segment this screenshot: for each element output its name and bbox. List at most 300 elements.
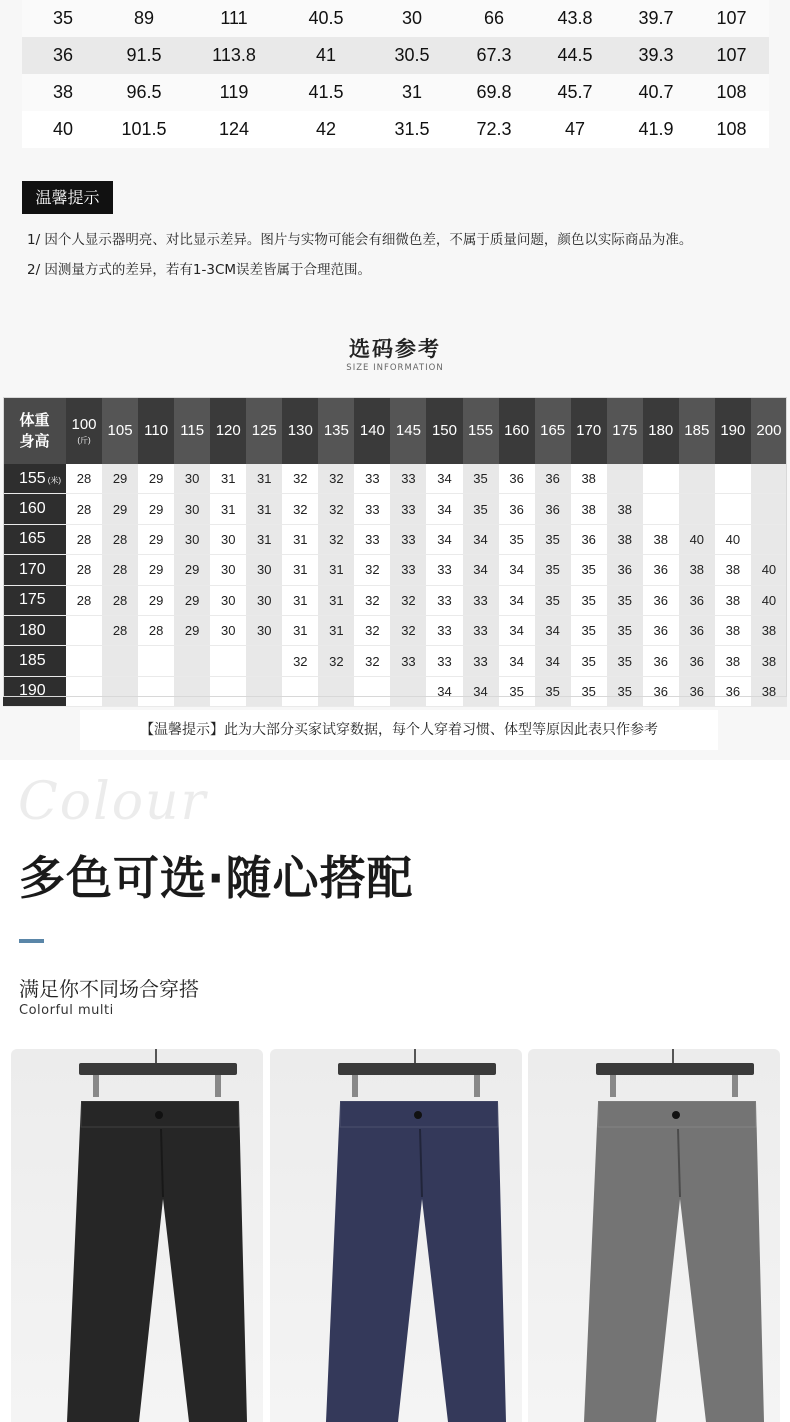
table-cell: 33 bbox=[426, 555, 462, 585]
table-cell: 29 bbox=[138, 464, 174, 494]
table-cell: 30 bbox=[210, 585, 246, 615]
table-row bbox=[3, 646, 787, 676]
table-cell: 28 bbox=[66, 464, 102, 494]
height-unit-label: (米) bbox=[47, 475, 62, 485]
table-cell: 38 bbox=[571, 494, 607, 524]
weight-header bbox=[751, 397, 787, 464]
size-chart bbox=[3, 397, 787, 707]
weight-header bbox=[499, 397, 535, 464]
table-cell: 111 bbox=[184, 0, 284, 37]
chart-corner-header bbox=[3, 397, 66, 464]
table-cell bbox=[138, 646, 174, 676]
pants-button bbox=[155, 1111, 163, 1119]
pants-button bbox=[414, 1111, 422, 1119]
table-cell: 38 bbox=[607, 524, 643, 554]
table-cell: 29 bbox=[174, 585, 210, 615]
table-cell bbox=[390, 676, 426, 706]
table-cell: 36 bbox=[535, 464, 571, 494]
table-cell: 35 bbox=[607, 615, 643, 645]
table-cell: 33 bbox=[426, 646, 462, 676]
pants-body bbox=[67, 1101, 247, 1422]
table-cell: 36 bbox=[679, 585, 715, 615]
hanger-bar bbox=[79, 1063, 237, 1075]
table-cell: 107 bbox=[694, 37, 769, 74]
table-cell bbox=[679, 464, 715, 494]
table-cell: 40 bbox=[751, 585, 787, 615]
table-cell: 35 bbox=[571, 646, 607, 676]
table-cell: 32 bbox=[354, 646, 390, 676]
table-cell: 34 bbox=[499, 585, 535, 615]
pants-photo-grey bbox=[528, 1049, 780, 1422]
table-cell: 30 bbox=[174, 494, 210, 524]
table-cell: 31 bbox=[318, 615, 354, 645]
table-cell: 35 bbox=[535, 676, 571, 706]
table-cell: 36 bbox=[22, 37, 104, 74]
table-cell: 66 bbox=[456, 0, 532, 37]
weight-header-label: 115 bbox=[180, 422, 205, 439]
table-cell: 34 bbox=[463, 524, 499, 554]
table-cell: 34 bbox=[426, 464, 462, 494]
table-row bbox=[3, 464, 787, 494]
tip-line-2: 2/ 因测量方式的差异，若有1-3CM误差皆属于合理范围。 bbox=[27, 262, 372, 278]
table-cell: 36 bbox=[679, 615, 715, 645]
weight-header-label: 135 bbox=[323, 422, 349, 439]
table-cell: 40 bbox=[22, 111, 104, 148]
table-cell: 113.8 bbox=[184, 37, 284, 74]
table-cell: 42 bbox=[284, 111, 368, 148]
weight-header bbox=[571, 397, 607, 464]
table-cell: 31 bbox=[282, 585, 318, 615]
accent-bar bbox=[19, 939, 44, 943]
table-row bbox=[3, 524, 787, 554]
table-cell: 43.8 bbox=[532, 0, 618, 37]
table-row bbox=[3, 585, 787, 615]
colour-subtitle-cn: 满足你不同场合穿搭 bbox=[19, 977, 199, 1001]
table-row bbox=[22, 111, 769, 148]
weight-header-label: 185 bbox=[684, 422, 710, 439]
table-cell: 41.9 bbox=[618, 111, 694, 148]
table-cell: 35 bbox=[22, 0, 104, 37]
table-cell: 33 bbox=[390, 524, 426, 554]
table-cell: 40 bbox=[715, 524, 751, 554]
table-cell: 31 bbox=[282, 615, 318, 645]
pants-photo-navy bbox=[270, 1049, 522, 1422]
hanger-clip bbox=[352, 1075, 358, 1097]
table-cell: 34 bbox=[535, 646, 571, 676]
height-header bbox=[3, 646, 66, 676]
weight-header bbox=[715, 397, 751, 464]
table-cell: 36 bbox=[679, 646, 715, 676]
table-cell: 34 bbox=[426, 494, 462, 524]
table-cell: 36 bbox=[535, 494, 571, 524]
table-cell: 31.5 bbox=[368, 111, 456, 148]
hanger-clip bbox=[732, 1075, 738, 1097]
table-cell bbox=[246, 646, 282, 676]
colour-subtitle-en: Colorful multi bbox=[19, 1003, 114, 1018]
table-cell: 33 bbox=[390, 494, 426, 524]
table-cell: 32 bbox=[354, 555, 390, 585]
height-header-label: 175 bbox=[19, 591, 46, 609]
measurement-table bbox=[22, 0, 769, 148]
weight-header-label: 120 bbox=[215, 422, 241, 439]
table-row bbox=[3, 615, 787, 645]
table-cell: 36 bbox=[643, 676, 679, 706]
table-cell: 32 bbox=[282, 494, 318, 524]
table-cell: 33 bbox=[463, 615, 499, 645]
table-cell bbox=[679, 494, 715, 524]
weight-header bbox=[246, 397, 282, 464]
table-cell: 32 bbox=[318, 646, 354, 676]
table-cell: 36 bbox=[679, 676, 715, 706]
tip-line-1: 1/ 因个人显示器明亮、对比显示差异。图片与实物可能会有细微色差，不属于质量问题，颜色以实际商品为准。 bbox=[27, 232, 693, 248]
table-cell: 28 bbox=[102, 524, 138, 554]
table-row bbox=[22, 37, 769, 74]
table-cell: 31 bbox=[318, 585, 354, 615]
weight-header-label: 100 bbox=[71, 415, 97, 433]
table-cell: 35 bbox=[499, 524, 535, 554]
table-cell: 45.7 bbox=[532, 74, 618, 111]
pants-body bbox=[584, 1101, 764, 1422]
table-cell bbox=[282, 676, 318, 706]
table-cell: 38 bbox=[715, 615, 751, 645]
table-cell: 35 bbox=[535, 555, 571, 585]
table-cell bbox=[138, 676, 174, 706]
table-cell: 30 bbox=[210, 524, 246, 554]
table-cell: 38 bbox=[715, 555, 751, 585]
height-header-label: 185 bbox=[19, 652, 46, 670]
table-cell: 30 bbox=[174, 464, 210, 494]
table-cell bbox=[751, 494, 787, 524]
hanger-clip bbox=[474, 1075, 480, 1097]
table-cell: 33 bbox=[426, 585, 462, 615]
weight-header bbox=[210, 397, 246, 464]
height-header-label: 165 bbox=[19, 530, 46, 548]
table-cell: 44.5 bbox=[532, 37, 618, 74]
table-cell: 108 bbox=[694, 74, 769, 111]
hanger-clip bbox=[93, 1075, 99, 1097]
table-cell: 38 bbox=[679, 555, 715, 585]
table-cell: 36 bbox=[643, 615, 679, 645]
table-cell: 34 bbox=[499, 615, 535, 645]
table-cell: 36 bbox=[643, 585, 679, 615]
height-header bbox=[3, 615, 66, 645]
table-cell bbox=[643, 464, 679, 494]
table-cell: 31 bbox=[246, 494, 282, 524]
corner-weight-label: 体重 bbox=[19, 411, 50, 429]
table-cell: 35 bbox=[499, 676, 535, 706]
table-cell: 38 bbox=[607, 494, 643, 524]
table-cell: 33 bbox=[354, 524, 390, 554]
corner-height-label: 身高 bbox=[19, 432, 50, 450]
table-cell bbox=[318, 676, 354, 706]
table-cell: 35 bbox=[571, 676, 607, 706]
weight-header bbox=[535, 397, 571, 464]
height-header bbox=[3, 585, 66, 615]
table-cell: 36 bbox=[643, 555, 679, 585]
table-cell bbox=[354, 676, 390, 706]
size-chart-note: 【温馨提示】此为大部分买家试穿数据，每个人穿着习惯、体型等原因此表只作参考 bbox=[80, 710, 718, 750]
table-cell: 32 bbox=[318, 464, 354, 494]
table-cell bbox=[210, 646, 246, 676]
weight-header bbox=[679, 397, 715, 464]
table-cell: 31 bbox=[282, 524, 318, 554]
colour-script-watermark: Colour bbox=[18, 772, 208, 832]
table-cell: 35 bbox=[607, 676, 643, 706]
table-cell: 108 bbox=[694, 111, 769, 148]
tips-badge: 温馨提示 bbox=[22, 181, 113, 214]
table-cell: 29 bbox=[138, 555, 174, 585]
height-header bbox=[3, 494, 66, 524]
table-cell: 72.3 bbox=[456, 111, 532, 148]
table-row bbox=[3, 494, 787, 524]
table-cell: 33 bbox=[354, 494, 390, 524]
table-cell: 28 bbox=[66, 585, 102, 615]
weight-header-label: 160 bbox=[504, 422, 530, 439]
table-cell: 33 bbox=[426, 615, 462, 645]
table-row bbox=[22, 74, 769, 111]
table-cell: 38 bbox=[571, 464, 607, 494]
hanger-clip bbox=[215, 1075, 221, 1097]
table-cell: 35 bbox=[607, 585, 643, 615]
height-header-label: 180 bbox=[19, 621, 46, 639]
table-cell bbox=[66, 646, 102, 676]
weight-header-label: 170 bbox=[576, 422, 602, 439]
table-cell: 34 bbox=[463, 676, 499, 706]
table-cell: 40 bbox=[751, 555, 787, 585]
table-cell bbox=[643, 494, 679, 524]
table-cell: 36 bbox=[499, 464, 535, 494]
weight-header-label: 200 bbox=[756, 422, 782, 439]
table-cell: 38 bbox=[751, 615, 787, 645]
weight-header-label: 140 bbox=[359, 422, 385, 439]
pants-illustration bbox=[11, 1049, 263, 1422]
height-header-label: 155 bbox=[19, 469, 46, 487]
weight-header bbox=[607, 397, 643, 464]
weight-header-label: 110 bbox=[144, 422, 169, 439]
table-cell: 101.5 bbox=[104, 111, 184, 148]
table-cell: 39.3 bbox=[618, 37, 694, 74]
pants-body bbox=[326, 1101, 506, 1422]
table-cell: 35 bbox=[571, 555, 607, 585]
table-cell: 34 bbox=[499, 555, 535, 585]
table-cell: 28 bbox=[66, 555, 102, 585]
weight-header bbox=[282, 397, 318, 464]
table-cell bbox=[174, 676, 210, 706]
table-cell: 30 bbox=[246, 555, 282, 585]
table-cell: 35 bbox=[535, 524, 571, 554]
table-cell: 28 bbox=[102, 555, 138, 585]
size-ref-title: 选码参考 bbox=[349, 337, 441, 361]
pants-illustration bbox=[528, 1049, 780, 1422]
table-cell: 30 bbox=[368, 0, 456, 37]
table-cell: 38 bbox=[751, 676, 787, 706]
weight-header-label: 155 bbox=[468, 422, 494, 439]
table-cell: 29 bbox=[138, 524, 174, 554]
table-cell: 30.5 bbox=[368, 37, 456, 74]
table-cell: 29 bbox=[102, 494, 138, 524]
table-cell: 38 bbox=[751, 646, 787, 676]
table-cell: 69.8 bbox=[456, 74, 532, 111]
table-cell: 33 bbox=[390, 464, 426, 494]
table-cell bbox=[66, 676, 102, 706]
table-cell: 40 bbox=[679, 524, 715, 554]
colour-title: 多色可选·随心搭配 bbox=[19, 851, 414, 905]
table-cell: 31 bbox=[210, 464, 246, 494]
weight-header bbox=[138, 397, 174, 464]
table-cell: 31 bbox=[282, 555, 318, 585]
pants-photo-black bbox=[11, 1049, 263, 1422]
table-cell bbox=[715, 464, 751, 494]
table-cell bbox=[102, 646, 138, 676]
table-cell: 28 bbox=[102, 585, 138, 615]
table-cell: 31 bbox=[246, 524, 282, 554]
table-cell: 34 bbox=[535, 615, 571, 645]
table-cell: 28 bbox=[138, 615, 174, 645]
table-cell: 33 bbox=[463, 646, 499, 676]
height-header bbox=[3, 524, 66, 554]
table-cell: 47 bbox=[532, 111, 618, 148]
table-cell bbox=[102, 676, 138, 706]
weight-header-label: 125 bbox=[251, 422, 277, 439]
table-cell: 32 bbox=[282, 646, 318, 676]
table-cell bbox=[751, 464, 787, 494]
table-cell bbox=[66, 615, 102, 645]
height-header-label: 160 bbox=[19, 500, 46, 518]
weight-header bbox=[354, 397, 390, 464]
table-cell: 33 bbox=[390, 555, 426, 585]
table-cell: 31 bbox=[368, 74, 456, 111]
height-header bbox=[3, 676, 66, 706]
table-cell: 34 bbox=[499, 646, 535, 676]
table-cell: 38 bbox=[643, 524, 679, 554]
table-cell: 36 bbox=[643, 646, 679, 676]
table-cell: 89 bbox=[104, 0, 184, 37]
height-header-label: 190 bbox=[19, 682, 46, 700]
table-cell: 31 bbox=[246, 464, 282, 494]
table-row bbox=[3, 555, 787, 585]
table-cell bbox=[607, 464, 643, 494]
table-cell: 35 bbox=[535, 585, 571, 615]
weight-header bbox=[102, 397, 138, 464]
table-cell: 96.5 bbox=[104, 74, 184, 111]
table-cell: 119 bbox=[184, 74, 284, 111]
weight-header bbox=[174, 397, 210, 464]
table-cell: 41 bbox=[284, 37, 368, 74]
table-cell: 32 bbox=[318, 524, 354, 554]
table-cell: 40.7 bbox=[618, 74, 694, 111]
table-cell: 35 bbox=[607, 646, 643, 676]
hanger-clip bbox=[610, 1075, 616, 1097]
table-cell: 35 bbox=[463, 494, 499, 524]
table-cell: 38 bbox=[715, 585, 751, 615]
height-header bbox=[3, 555, 66, 585]
table-cell: 32 bbox=[318, 494, 354, 524]
table-cell: 36 bbox=[607, 555, 643, 585]
table-cell: 107 bbox=[694, 0, 769, 37]
table-cell: 41.5 bbox=[284, 74, 368, 111]
weight-header bbox=[66, 397, 102, 464]
table-cell: 36 bbox=[715, 676, 751, 706]
table-cell: 67.3 bbox=[456, 37, 532, 74]
table-cell bbox=[751, 524, 787, 554]
weight-header-label: 190 bbox=[720, 422, 746, 439]
table-cell: 33 bbox=[390, 646, 426, 676]
weight-header-label: 175 bbox=[612, 422, 638, 439]
weight-header-label: 180 bbox=[648, 422, 674, 439]
table-cell: 33 bbox=[463, 585, 499, 615]
table-cell: 91.5 bbox=[104, 37, 184, 74]
table-cell: 38 bbox=[715, 646, 751, 676]
table-cell: 31 bbox=[318, 555, 354, 585]
height-header bbox=[3, 464, 66, 494]
table-cell: 35 bbox=[571, 585, 607, 615]
table-cell: 34 bbox=[426, 676, 462, 706]
table-cell bbox=[246, 676, 282, 706]
table-cell: 29 bbox=[102, 464, 138, 494]
table-cell bbox=[715, 494, 751, 524]
table-cell: 30 bbox=[246, 615, 282, 645]
weight-unit-label: (斤) bbox=[77, 435, 91, 445]
table-cell: 32 bbox=[354, 585, 390, 615]
table-cell: 30 bbox=[210, 615, 246, 645]
table-cell: 28 bbox=[66, 524, 102, 554]
table-cell: 29 bbox=[174, 615, 210, 645]
table-cell: 30 bbox=[246, 585, 282, 615]
table-cell: 34 bbox=[426, 524, 462, 554]
table-cell: 32 bbox=[354, 615, 390, 645]
table-cell: 38 bbox=[22, 74, 104, 111]
weight-header-label: 150 bbox=[431, 422, 457, 439]
weight-header-label: 105 bbox=[107, 422, 133, 439]
table-cell bbox=[210, 676, 246, 706]
table-cell bbox=[174, 646, 210, 676]
weight-header-label: 165 bbox=[540, 422, 566, 439]
table-cell: 36 bbox=[571, 524, 607, 554]
table-cell: 33 bbox=[354, 464, 390, 494]
table-cell: 36 bbox=[499, 494, 535, 524]
table-cell: 28 bbox=[102, 615, 138, 645]
height-header-label: 170 bbox=[19, 560, 46, 578]
table-cell: 34 bbox=[463, 555, 499, 585]
table-cell: 30 bbox=[210, 555, 246, 585]
table-row bbox=[22, 0, 769, 37]
weight-header-label: 145 bbox=[395, 422, 421, 439]
hanger-bar bbox=[596, 1063, 754, 1075]
table-cell: 40.5 bbox=[284, 0, 368, 37]
weight-header bbox=[463, 397, 499, 464]
weight-header bbox=[318, 397, 354, 464]
table-cell: 30 bbox=[174, 524, 210, 554]
table-cell: 32 bbox=[282, 464, 318, 494]
table-cell: 29 bbox=[174, 555, 210, 585]
size-ref-subtitle: SIZE INFORMATION bbox=[346, 363, 444, 373]
table-row bbox=[3, 676, 787, 706]
table-cell: 124 bbox=[184, 111, 284, 148]
weight-header-label: 130 bbox=[287, 422, 313, 439]
pants-illustration bbox=[270, 1049, 522, 1422]
hanger-bar bbox=[338, 1063, 496, 1075]
table-cell: 31 bbox=[210, 494, 246, 524]
table-cell: 28 bbox=[66, 494, 102, 524]
weight-header bbox=[390, 397, 426, 464]
weight-header bbox=[426, 397, 462, 464]
table-cell: 35 bbox=[571, 615, 607, 645]
table-cell: 35 bbox=[463, 464, 499, 494]
table-cell: 29 bbox=[138, 494, 174, 524]
table-cell: 32 bbox=[390, 585, 426, 615]
pants-button bbox=[672, 1111, 680, 1119]
table-cell: 29 bbox=[138, 585, 174, 615]
